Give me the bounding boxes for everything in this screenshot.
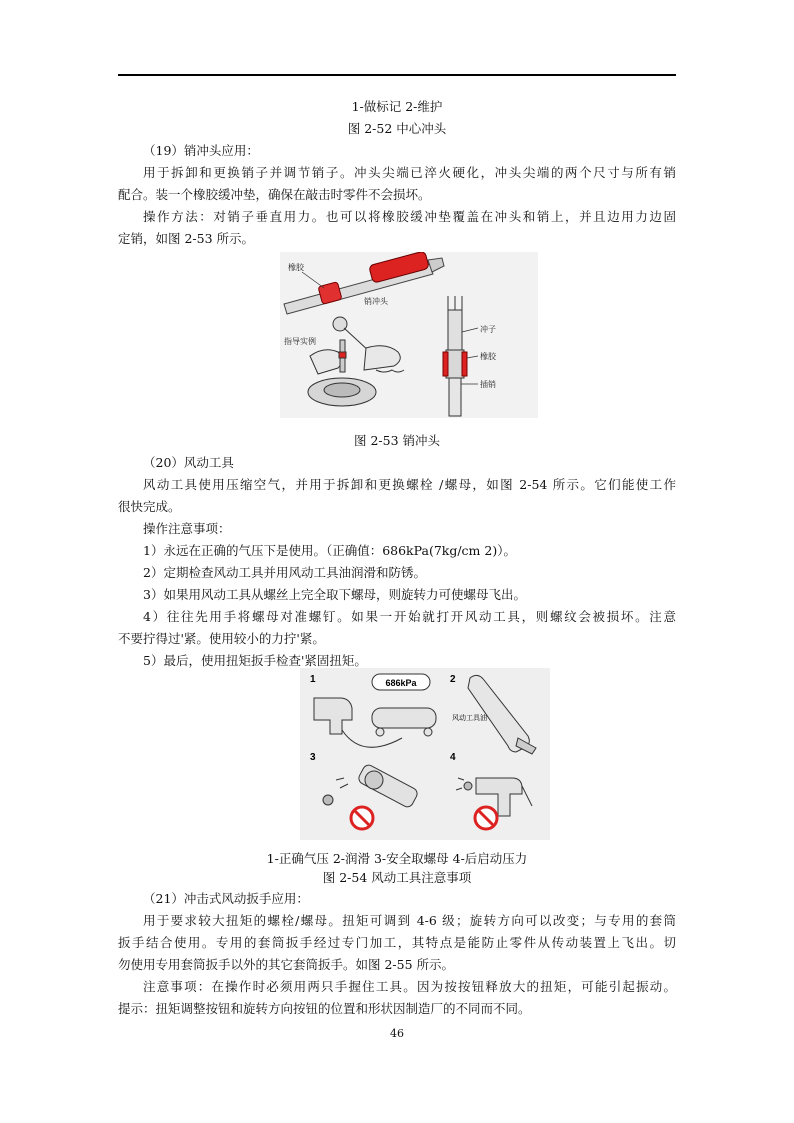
panel-4-number: 4 <box>450 752 456 763</box>
sec20-item-5: 5）最后，使用扭矩扳手检查'紧固扭矩。 <box>143 653 367 668</box>
label-example: 指导实例 <box>284 337 316 346</box>
sec20-item-1: 1）永远在正确的气压下是使用。（正确值：686kPa(7kg/cm 2)）。 <box>143 543 516 558</box>
fig53-caption: 图 2-53 销冲头 <box>353 433 441 448</box>
prohibited-icon-1 <box>351 807 373 829</box>
panel-2-number: 2 <box>450 674 456 685</box>
fig54-caption: 图 2-54 风动工具注意事项 <box>322 870 472 885</box>
sec21-paragraph-1 <box>118 910 676 976</box>
sec20-paragraph-1 <box>118 474 676 518</box>
label-pin: 插销 <box>480 380 496 389</box>
label-punch: 冲子 <box>480 325 496 334</box>
header-rule <box>118 74 676 76</box>
sec19-heading: （19）销冲头应用： <box>143 143 259 158</box>
sec20-notes-heading: 操作注意事项： <box>143 521 231 536</box>
sec20-heading: （20）风动工具 <box>143 455 234 470</box>
page-number: 46 <box>390 1027 404 1040</box>
sec21-paragraph-2 <box>118 976 676 1020</box>
oil-label: 风动工具油 <box>452 715 487 722</box>
fig54-legend: 1-正确气压 2-润滑 3-安全取螺母 4-后启动压力 <box>266 851 528 866</box>
sec20-item-2: 2）定期检查风动工具并用风动工具油润滑和防锈。 <box>143 565 426 580</box>
sec20-item4-line1: 4）往往先用手将螺母对准螺钉。如果一开始就打开风动工具，则螺纹会被损坏。注意 <box>143 609 676 624</box>
sec21-p2-line2: 提示：扭矩调整按钮和旋转方向按钮的位置和形状因制造厂的不同而不同。 <box>118 1001 531 1016</box>
label-rubber-2: 橡胶 <box>480 352 496 361</box>
sec19-paragraph-2 <box>118 206 676 250</box>
label-pin-punch: 销冲头 <box>364 297 388 306</box>
sec21-p1-line2: 扳手结合使用。专用的套筒扳手经过专门加工，其特点是能防止零件从传动装置上飞出。切 <box>118 935 676 950</box>
sec20-item-4 <box>118 606 676 650</box>
sec21-p1-line1: 用于要求较大扭矩的螺栓/螺母。扭矩可调到 4-6 级；旋转方向可以改变；与专用的套筒 <box>143 913 676 928</box>
sec20-p1-line2: 很快完成。 <box>118 499 181 514</box>
sec21-heading: （21）冲击式风动扳手应用： <box>143 891 309 906</box>
fig52-legend: 1-做标记 2-维护 <box>351 99 443 114</box>
fig53-illustration <box>280 252 538 418</box>
panel-3-number: 3 <box>310 752 316 763</box>
pressure-label: 686kPa <box>385 678 417 688</box>
sec20-p1-line1: 风动工具使用压缩空气，并用于拆卸和更换螺栓 /螺母，如图 2-54 所示。它们能使工作 <box>143 477 676 492</box>
sec20-item-3: 3）如果用风动工具从螺丝上完全取下螺母，则旋转力可使螺母飞出。 <box>143 587 526 602</box>
sec19-p1-line2: 配合。装一个橡胶缓冲垫，确保在敲击时零件不会损坏。 <box>118 187 431 202</box>
prohibited-icon-2 <box>475 807 497 829</box>
sec20-item4-line2: 不要拧得过'紧。使用较小的力拧'紧。 <box>118 631 325 646</box>
panel-1-number: 1 <box>310 674 316 685</box>
fig52-caption: 图 2-52 中心冲头 <box>347 121 447 136</box>
label-rubber: 橡胶 <box>288 263 304 272</box>
sec19-p1-line1: 用于拆卸和更换销子并调节销子。冲头尖端已淬火硬化，冲头尖端的两个尺寸与所有销 <box>143 165 676 180</box>
fig54-illustration <box>300 668 550 840</box>
sec19-paragraph-1 <box>118 162 676 206</box>
sec19-p2-line1: 操作方法：对销子垂直用力。也可以将橡胶缓冲垫覆盖在冲头和销上，并且边用力边固 <box>143 209 676 224</box>
sec21-p1-line3: 勿使用专用套筒扳手以外的其它套筒扳手。如图 2-55 所示。 <box>118 957 455 972</box>
sec19-p2-line2: 定销，如图 2-53 所示。 <box>118 231 255 246</box>
sec21-p2-line1: 注意事项：在操作时必须用两只手握住工具。因为按按钮释放大的扭矩，可能引起振动。 <box>143 979 676 994</box>
